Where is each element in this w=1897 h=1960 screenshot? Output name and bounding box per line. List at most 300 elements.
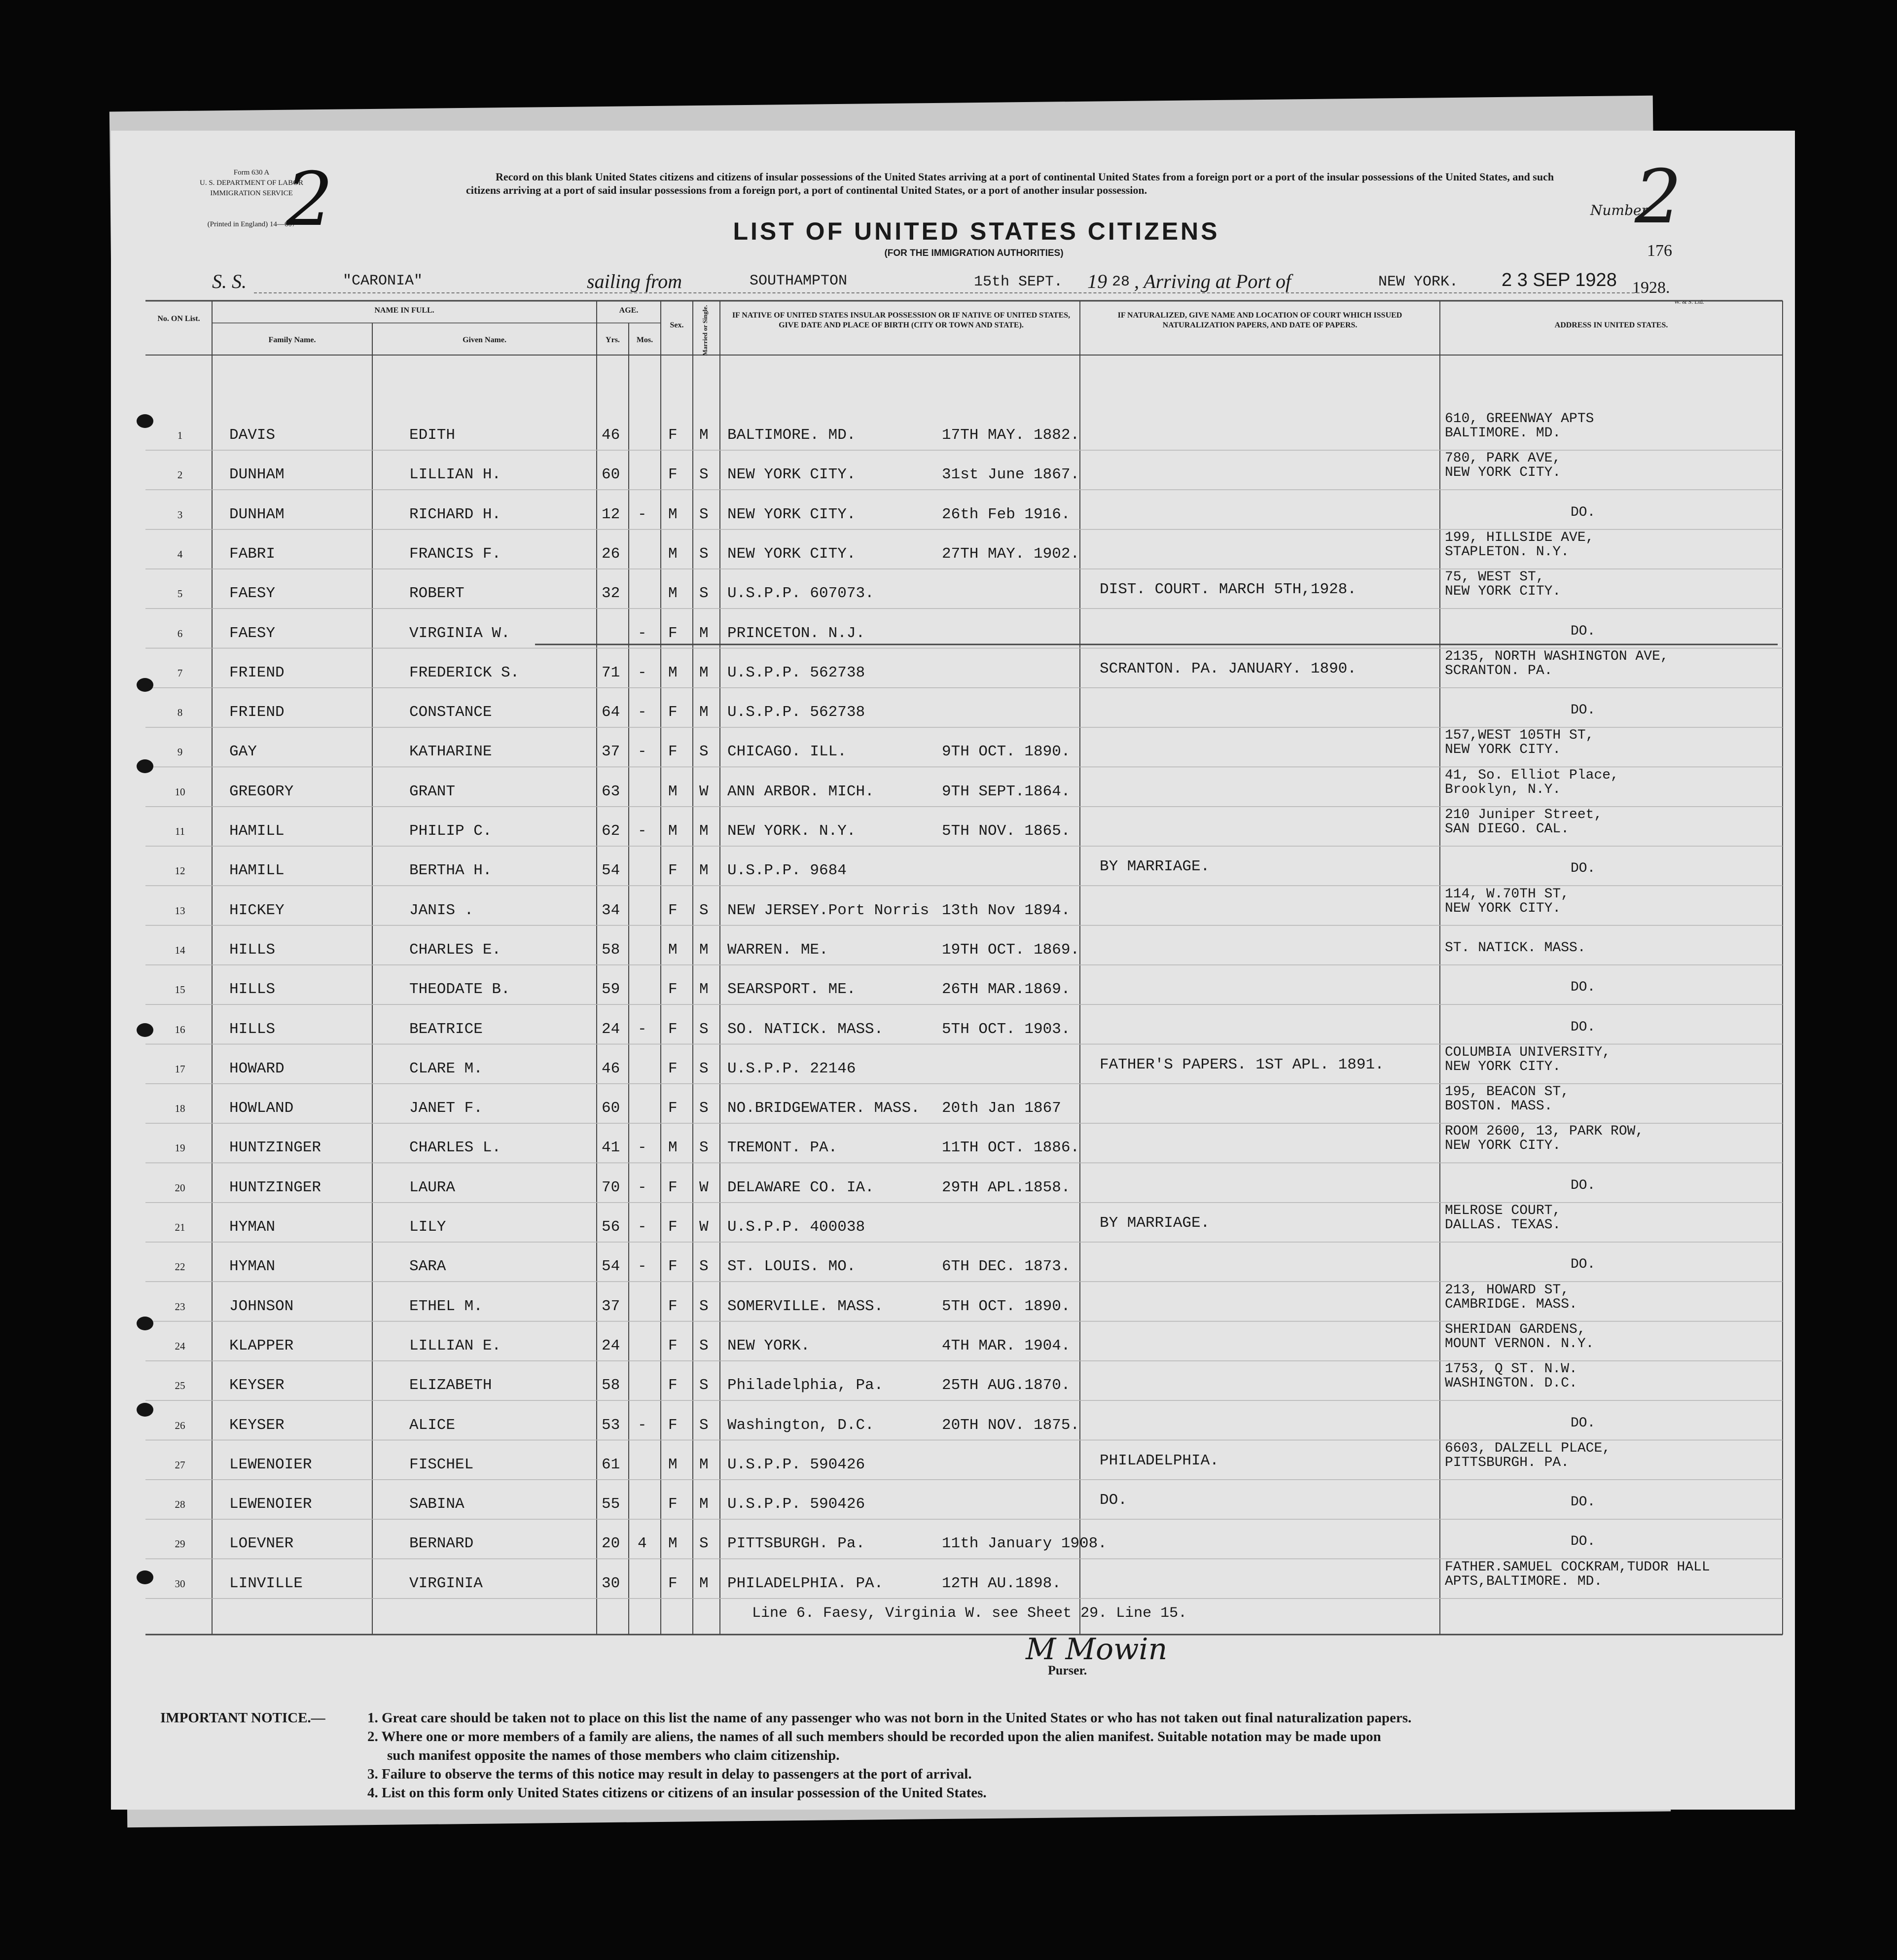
sex: F <box>668 704 678 721</box>
col-header-yrs: Yrs. <box>606 336 620 344</box>
given-name: JANIS . <box>409 901 474 919</box>
address-line-2: DO. <box>1571 1177 1596 1193</box>
marital-status: S <box>699 1060 709 1077</box>
notice-heading: IMPORTANT NOTICE.— <box>160 1710 325 1726</box>
given-name: LILY <box>409 1218 446 1236</box>
given-name: SARA <box>409 1258 446 1276</box>
sex: F <box>668 1496 678 1513</box>
row-number: 4 <box>177 548 183 560</box>
marital-status: M <box>699 941 709 959</box>
birth-place: NEW YORK CITY. <box>727 505 856 523</box>
sex: F <box>668 1020 678 1038</box>
birth-place: TREMONT. PA. <box>727 1139 838 1157</box>
address-line-2: BALTIMORE. MD. <box>1445 426 1561 441</box>
age-years: 34 <box>602 901 620 919</box>
address-line-2: Brooklyn, N.Y. <box>1445 782 1561 797</box>
row-number: 1 <box>177 429 183 441</box>
address-line-2: DO. <box>1571 623 1596 639</box>
address-line-2: DO. <box>1571 861 1596 877</box>
address-line-2: MOUNT VERNON. N.Y. <box>1445 1336 1594 1352</box>
col-header-no: No. ON List. <box>157 315 200 323</box>
family-name: DUNHAM <box>229 466 285 484</box>
birth-place: NO.BRIDGEWATER. MASS. <box>727 1100 920 1117</box>
marital-status: S <box>699 1139 709 1157</box>
col-header-married: Married or Single. <box>701 305 709 356</box>
family-name: KEYSER <box>229 1377 285 1394</box>
marital-status: S <box>699 545 709 563</box>
given-name: FREDERICK S. <box>409 664 520 681</box>
notice-item-2-cont: such manifest opposite the names of those members who claim citizenship. <box>387 1747 840 1763</box>
family-name: HYMAN <box>229 1218 276 1236</box>
given-name: BERNARD <box>409 1535 474 1553</box>
binder-hole <box>137 1317 153 1330</box>
age-months: - <box>638 624 647 642</box>
address-line-2: SCRANTON. PA. <box>1445 663 1553 678</box>
row-number: 5 <box>177 588 183 600</box>
family-name: LOEVNER <box>229 1535 294 1553</box>
naturalization-court: BY MARRIAGE. <box>1100 1214 1210 1232</box>
address-line-2: NEW YORK CITY. <box>1445 1059 1561 1074</box>
family-name: LEWENOIER <box>229 1496 312 1513</box>
given-name: FISCHEL <box>409 1456 474 1473</box>
birth-place: ST. LOUIS. MO. <box>727 1258 856 1276</box>
address-line-1: 199, HILLSIDE AVE, <box>1445 530 1594 545</box>
row-number: 12 <box>175 865 185 877</box>
address-line-1: 2135, NORTH WASHINGTON AVE, <box>1445 648 1669 664</box>
marital-status: S <box>699 1377 709 1394</box>
given-name: PHILIP C. <box>409 822 492 840</box>
printed-note: (Printed in England) 14—607 <box>207 220 296 228</box>
departure-date: 15th SEPT. <box>974 274 1063 290</box>
birth-date: 4TH MAR. 1904. <box>942 1337 1071 1354</box>
birth-date: 20th Jan 1867 <box>942 1100 1061 1117</box>
address-line-1: SHERIDAN GARDENS, <box>1445 1321 1586 1337</box>
age-years: 26 <box>602 545 620 563</box>
address-line-1: 210 Juniper Street, <box>1445 807 1603 822</box>
family-name: HICKEY <box>229 901 285 919</box>
notice-body <box>367 1709 1788 1802</box>
address-line-2: NEW YORK CITY. <box>1445 1138 1561 1154</box>
sex: F <box>668 1337 678 1354</box>
birth-place: ANN ARBOR. MICH. <box>727 783 874 800</box>
row-number: 15 <box>175 984 185 996</box>
age-years: 32 <box>602 585 620 603</box>
sex: F <box>668 901 678 919</box>
sex: F <box>668 1416 678 1434</box>
marital-status: M <box>699 1456 709 1473</box>
given-name: ROBERT <box>409 585 465 603</box>
sex: F <box>668 1100 678 1117</box>
address-line-2: WASHINGTON. D.C. <box>1445 1376 1577 1391</box>
birth-date: 17TH MAY. 1882. <box>942 427 1080 444</box>
naturalization-court: DO. <box>1100 1492 1127 1509</box>
birth-place: U.S.P.P. 607073. <box>727 585 874 603</box>
birth-place: SOMERVILLE. MASS. <box>727 1297 884 1315</box>
col-header-address: ADDRESS IN UNITED STATES. <box>1554 321 1668 329</box>
year-prefix: 19 <box>1087 270 1107 292</box>
given-name: LILLIAN E. <box>409 1337 501 1354</box>
birth-place: PITTSBURGH. Pa. <box>727 1535 865 1553</box>
age-months: - <box>638 822 647 840</box>
arrival-date-stamp: 2 3 SEP 1928 <box>1502 270 1617 290</box>
sex: F <box>668 466 678 484</box>
given-name: JANET F. <box>409 1100 483 1117</box>
family-name: DUNHAM <box>229 505 285 523</box>
row-number: 30 <box>175 1577 185 1590</box>
age-years: 54 <box>602 1258 620 1276</box>
family-name: HILLS <box>229 981 276 998</box>
sheet-number: 176 <box>1647 242 1672 260</box>
address-line-2: DO. <box>1571 504 1596 520</box>
age-years: 24 <box>602 1337 620 1354</box>
sex: F <box>668 1258 678 1276</box>
row-number: 2 <box>177 469 183 481</box>
address-line-1: 41, So. Elliot Place, <box>1445 767 1619 783</box>
address-line-2: SAN DIEGO. CAL. <box>1445 821 1570 837</box>
col-header-family: Family Name. <box>268 336 316 344</box>
sex: F <box>668 1218 678 1236</box>
marital-status: S <box>699 466 709 484</box>
sex: F <box>668 427 678 444</box>
family-name: FAESY <box>229 585 276 603</box>
birth-place: DELAWARE CO. IA. <box>727 1178 874 1196</box>
family-name: KLAPPER <box>229 1337 294 1354</box>
arrival-year: 1928. <box>1632 279 1670 297</box>
port-of-arrival: NEW YORK. <box>1378 274 1459 290</box>
given-name: CHARLES L. <box>409 1139 501 1157</box>
address-line-2: DO. <box>1571 1495 1596 1510</box>
age-months: - <box>638 1416 647 1434</box>
age-years: 59 <box>602 981 620 998</box>
birth-place: U.S.P.P. 400038 <box>727 1218 865 1236</box>
given-name: BERTHA H. <box>409 862 492 880</box>
given-name: CONSTANCE <box>409 704 492 721</box>
marital-status: S <box>699 1297 709 1315</box>
given-name: LILLIAN H. <box>409 466 501 484</box>
given-name: GRANT <box>409 783 456 800</box>
birth-date: 9TH OCT. 1890. <box>942 743 1071 761</box>
age-months: - <box>638 1218 647 1236</box>
col-header-naturalized: IF NATURALIZED, GIVE NAME AND LOCATION OF COURT WHICH ISSUED NATURALIZATION PAPERS, AND DATE OF PAPERS. <box>1117 311 1402 329</box>
notice-item-3: 3. Failure to observe the terms of this notice may result in delay to passengers at the port of arrival. <box>367 1766 972 1782</box>
birth-date: 12TH AU.1898. <box>942 1574 1061 1592</box>
marital-status: M <box>699 427 709 444</box>
given-name: ALICE <box>409 1416 456 1434</box>
family-name: GREGORY <box>229 783 294 800</box>
marital-status: W <box>699 1178 709 1196</box>
address-line-2: NEW YORK CITY. <box>1445 584 1561 600</box>
birth-date: 11TH OCT. 1886. <box>942 1139 1080 1157</box>
age-months: - <box>638 664 647 681</box>
address-line-1: MELROSE COURT, <box>1445 1203 1561 1218</box>
sex: M <box>668 1139 678 1157</box>
birth-place: BALTIMORE. MD. <box>727 427 856 444</box>
birth-place: PRINCETON. N.J. <box>727 624 865 642</box>
birth-date: 5TH OCT. 1890. <box>942 1297 1071 1315</box>
given-name: CHARLES E. <box>409 941 501 959</box>
family-name: HUNTZINGER <box>229 1178 322 1196</box>
given-name: LAURA <box>409 1178 456 1196</box>
given-name: ETHEL M. <box>409 1297 483 1315</box>
age-years: 53 <box>602 1416 620 1434</box>
address-line-2: APTS,BALTIMORE. MD. <box>1445 1573 1603 1589</box>
address-line-1: 157,WEST 105TH ST, <box>1445 728 1594 744</box>
family-name: FRIEND <box>229 704 285 721</box>
age-years: 24 <box>602 1020 620 1038</box>
birth-date: 5TH OCT. 1903. <box>942 1020 1071 1038</box>
sex: F <box>668 743 678 761</box>
family-name: HILLS <box>229 1020 276 1038</box>
address-line-1: 6603, DALZELL PLACE, <box>1445 1440 1611 1456</box>
row-number: 7 <box>177 667 183 679</box>
col-header-birth: IF NATIVE OF UNITED STATES INSULAR POSSESSION OR IF NATIVE OF UNITED STATES, GIVE DATE AND PLACE OF BIRTH (CITY OR TOWN AND STATE). <box>732 311 1071 329</box>
sex: F <box>668 862 678 880</box>
sex: M <box>668 1535 678 1553</box>
marital-status: S <box>699 1416 709 1434</box>
address-line-2: DO. <box>1571 1415 1596 1431</box>
address-line-2: CAMBRIDGE. MASS. <box>1445 1296 1577 1312</box>
row-number: 20 <box>175 1181 185 1194</box>
family-name: HAMILL <box>229 862 285 880</box>
port-of-departure: SOUTHAMPTON <box>750 273 848 289</box>
age-years: 37 <box>602 743 620 761</box>
age-years: 61 <box>602 1456 620 1473</box>
family-name: HOWARD <box>229 1060 285 1077</box>
age-years: 37 <box>602 1297 620 1315</box>
given-name: KATHARINE <box>409 743 492 761</box>
family-name: HILLS <box>229 941 276 959</box>
address-line-2: DO. <box>1571 1534 1596 1550</box>
given-name: SABINA <box>409 1496 465 1513</box>
family-name: JOHNSON <box>229 1297 294 1315</box>
given-name: BEATRICE <box>409 1020 483 1038</box>
family-name: HUNTZINGER <box>229 1139 322 1157</box>
marital-status: M <box>699 624 709 642</box>
ss-label: S. S. <box>212 270 247 292</box>
birth-place: NEW YORK. <box>727 1337 810 1354</box>
family-name: LINVILLE <box>229 1574 303 1592</box>
birth-date: 6TH DEC. 1873. <box>942 1258 1071 1276</box>
age-years: 56 <box>602 1218 620 1236</box>
marital-status: W <box>699 1218 709 1236</box>
birth-date: 11th January 1908. <box>942 1535 1107 1553</box>
family-name: FAESY <box>229 624 276 642</box>
marital-status: S <box>699 1100 709 1117</box>
family-name: HOWLAND <box>229 1100 294 1117</box>
age-months: - <box>638 1020 647 1038</box>
family-name: HAMILL <box>229 822 285 840</box>
marital-status: S <box>699 505 709 523</box>
binder-hole <box>137 1023 153 1037</box>
service-name: IMMIGRATION SERVICE <box>210 189 293 197</box>
family-name: FRIEND <box>229 664 285 681</box>
notice-item-2: 2. Where one or more members of a family are aliens, the names of all such members should be recorded upon the alien manifest. Suitable notation may be made upon <box>367 1729 1381 1745</box>
marital-status: W <box>699 783 709 800</box>
sex: M <box>668 1456 678 1473</box>
address-line-1: 1753, Q ST. N.W. <box>1445 1361 1577 1377</box>
age-months: - <box>638 704 647 721</box>
sex: F <box>668 624 678 642</box>
purser-signature: M Mowin <box>1026 1632 1168 1667</box>
sex: F <box>668 1178 678 1196</box>
marital-status: M <box>699 664 709 681</box>
marital-status: S <box>699 1258 709 1276</box>
address-line-2: DO. <box>1571 703 1596 718</box>
address-line-1: 75, WEST ST, <box>1445 570 1544 585</box>
row-number: 28 <box>175 1498 185 1511</box>
sex: M <box>668 585 678 603</box>
sex: F <box>668 1060 678 1077</box>
address-line-1: 780, PARK AVE, <box>1445 451 1561 466</box>
binder-hole <box>137 1403 153 1417</box>
marital-status: M <box>699 704 709 721</box>
row-number: 21 <box>175 1221 185 1233</box>
form-subtitle: (FOR THE IMMIGRATION AUTHORITIES) <box>884 248 1064 258</box>
row-number: 19 <box>175 1142 185 1154</box>
age-years: 63 <box>602 783 620 800</box>
family-name: LEWENOIER <box>229 1456 312 1473</box>
form-number: Form 630 A <box>233 169 270 177</box>
address-line-2: ST. NATICK. MASS. <box>1445 940 1586 956</box>
age-months: - <box>638 1139 647 1157</box>
birth-date: 9TH SEPT.1864. <box>942 783 1071 800</box>
printer-mark: W. & S. Ltd. <box>1674 298 1704 305</box>
birth-date: 26TH MAR.1869. <box>942 981 1071 998</box>
age-years: 62 <box>602 822 620 840</box>
sex: F <box>668 1574 678 1592</box>
col-header-mos: Mos. <box>636 336 653 344</box>
marital-status: S <box>699 743 709 761</box>
family-name: HYMAN <box>229 1258 276 1276</box>
family-name: DAVIS <box>229 427 276 444</box>
birth-place: SO. NATICK. MASS. <box>727 1020 884 1038</box>
row-number: 27 <box>175 1459 185 1471</box>
age-years: 30 <box>602 1574 620 1592</box>
birth-place: U.S.P.P. 590426 <box>727 1456 865 1473</box>
given-name: THEODATE B. <box>409 981 510 998</box>
col-header-age: AGE. <box>619 306 639 315</box>
address-line-1: 213, HOWARD ST, <box>1445 1282 1570 1298</box>
notice-item-1: 1. Great care should be taken not to place on this list the name of any passenger who was not born in the United States or who has not taken out final naturalization papers. <box>367 1710 1412 1726</box>
marital-status: M <box>699 1496 709 1513</box>
age-years: 58 <box>602 941 620 959</box>
address-line-1: 114, W.70TH ST, <box>1445 886 1570 902</box>
address-line-2: NEW YORK CITY. <box>1445 465 1561 481</box>
address-line-2: PITTSBURGH. PA. <box>1445 1455 1570 1470</box>
binder-hole <box>137 1570 153 1584</box>
birth-place: U.S.P.P. 562738 <box>727 704 865 721</box>
address-line-1: COLUMBIA UNIVERSITY, <box>1445 1044 1611 1060</box>
birth-date: 25TH AUG.1870. <box>942 1377 1071 1394</box>
given-name: VIRGINIA W. <box>409 624 510 642</box>
row-number: 29 <box>175 1538 185 1550</box>
footnote: Line 6. Faesy, Virginia W. see Sheet 29. Line 15. <box>752 1605 1187 1622</box>
naturalization-court: SCRANTON. PA. JANUARY. 1890. <box>1100 660 1357 677</box>
address-line-2: BOSTON. MASS. <box>1445 1099 1553 1114</box>
birth-place: NEW YORK. N.Y. <box>727 822 856 840</box>
sex: M <box>668 822 678 840</box>
sex: F <box>668 981 678 998</box>
row-number: 17 <box>175 1063 185 1075</box>
address-line-1: 610, GREENWAY APTS <box>1445 411 1594 427</box>
age-years: 46 <box>602 1060 620 1077</box>
given-name: ELIZABETH <box>409 1377 492 1394</box>
birth-date: 31st June 1867. <box>942 466 1080 484</box>
address-line-1: 195, BEACON ST, <box>1445 1084 1570 1100</box>
birth-place: Philadelphia, Pa. <box>727 1377 884 1394</box>
row-number: 6 <box>177 627 183 640</box>
col-header-name: NAME IN FULL. <box>374 306 434 315</box>
notice-item-4: 4. List on this form only United States citizens or citizens of an insular possession of the United States. <box>367 1785 987 1801</box>
row-number: 25 <box>175 1380 185 1392</box>
age-years: 60 <box>602 1100 620 1117</box>
address-line-2: DO. <box>1571 980 1596 996</box>
birth-place: SEARSPORT. ME. <box>727 981 856 998</box>
birth-place: NEW YORK CITY. <box>727 545 856 563</box>
row-number: 9 <box>177 746 183 758</box>
age-months: - <box>638 1178 647 1196</box>
birth-place: U.S.P.P. 590426 <box>727 1496 865 1513</box>
birth-place: CHICAGO. ILL. <box>727 743 847 761</box>
sex: F <box>668 1297 678 1315</box>
year-suffix: 28 <box>1112 274 1130 290</box>
marital-status: M <box>699 862 709 880</box>
birth-place: Washington, D.C. <box>727 1416 874 1434</box>
birth-place: U.S.P.P. 22146 <box>727 1060 856 1077</box>
birth-place: NEW YORK CITY. <box>727 466 856 484</box>
age-months: - <box>638 505 647 523</box>
birth-place: WARREN. ME. <box>727 941 828 959</box>
age-years: 60 <box>602 466 620 484</box>
age-years: 70 <box>602 1178 620 1196</box>
sailing-from-label: sailing from <box>587 270 682 292</box>
family-name: KEYSER <box>229 1416 285 1434</box>
marital-status: S <box>699 901 709 919</box>
address-line-2: NEW YORK CITY. <box>1445 742 1561 758</box>
row-number: 23 <box>175 1300 185 1313</box>
age-years: 20 <box>602 1535 620 1553</box>
age-months: - <box>638 743 647 761</box>
sex: M <box>668 783 678 800</box>
sex: F <box>668 1377 678 1394</box>
age-months: 4 <box>638 1535 647 1553</box>
list-number: 2 <box>1635 154 1682 240</box>
address-line-2: DO. <box>1571 1257 1596 1273</box>
col-header-sex: Sex. <box>670 321 684 329</box>
naturalization-court: FATHER'S PAPERS. 1ST APL. 1891. <box>1100 1056 1384 1073</box>
given-name: FRANCIS F. <box>409 545 501 563</box>
address-line-1: ROOM 2600, 13, PARK ROW, <box>1445 1124 1644 1140</box>
row-number: 3 <box>177 508 183 521</box>
record-instructions: Record on this blank United States citizens and citizens of insular possessions of the United States arriving at a port of continental United States from a foreign port or a port of the insular possessions of the United States, and such citizens arriving at a port of said insular possessions from a foreign port, a port of continental United States, or a port of another insular possession. <box>466 171 1554 196</box>
manifest-sheet <box>111 131 1795 1810</box>
birth-date: 26th Feb 1916. <box>942 505 1071 523</box>
row-number: 16 <box>175 1023 185 1035</box>
given-name: CLARE M. <box>409 1060 483 1077</box>
family-name: GAY <box>229 743 257 761</box>
form-title: LIST OF UNITED STATES CITIZENS <box>733 217 1220 245</box>
birth-place: U.S.P.P. 562738 <box>727 664 865 681</box>
address-line-2: NEW YORK CITY. <box>1445 900 1561 916</box>
address-line-2: DALLAS. TEXAS. <box>1445 1217 1561 1233</box>
birth-date: 27TH MAY. 1902. <box>942 545 1080 563</box>
row-number: 22 <box>175 1261 185 1273</box>
row-number: 11 <box>175 825 185 837</box>
arriving-label: , Arriving at Port of <box>1134 270 1291 292</box>
birth-date: 20TH NOV. 1875. <box>942 1416 1080 1434</box>
address-line-2: DO. <box>1571 1019 1596 1035</box>
address-line-2: STAPLETON. N.Y. <box>1445 544 1570 560</box>
